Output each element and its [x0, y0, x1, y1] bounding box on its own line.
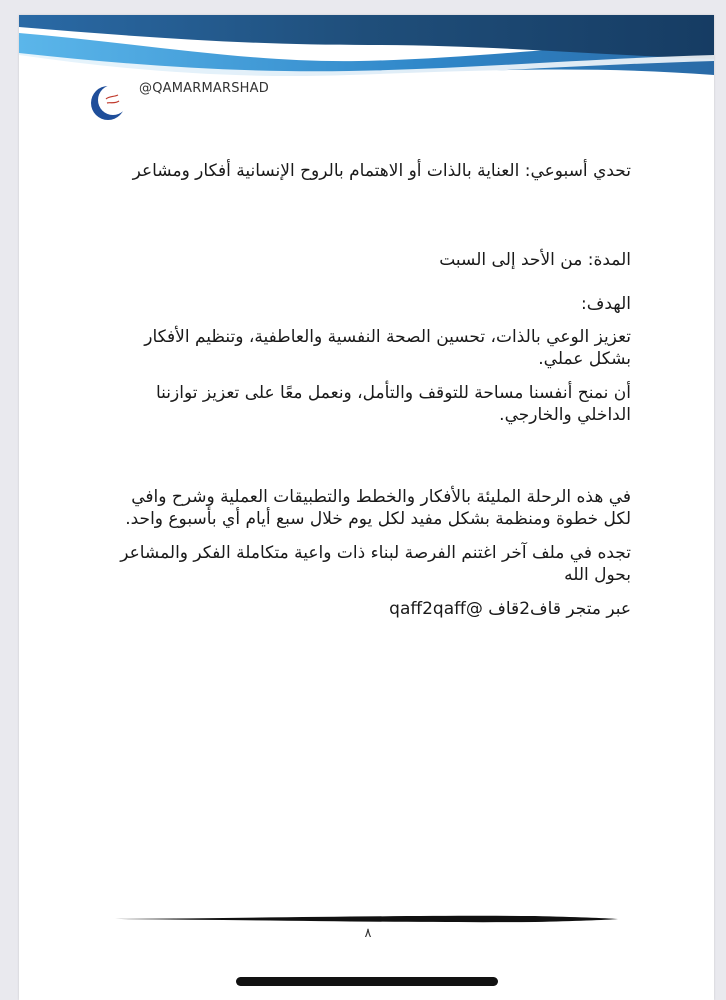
- journey-paragraph: في هذه الرحلة المليئة بالأفكار والخطط والتطبيقات العملية وشرح وافي لكل خطوة ومنظمة بشكل مفيد لكل يوم خلال سبع أيام أي بأسبوع واحد.: [125, 487, 631, 529]
- home-indicator[interactable]: [236, 977, 498, 986]
- crescent-moon-logo-icon: [88, 83, 128, 123]
- footer-divider: [115, 913, 618, 925]
- store-line: عبر متجر قاف2قاف @qaff2qaff: [389, 599, 631, 619]
- challenge-title: تحدي أسبوعي: العناية بالذات أو الاهتمام بالروح الإنسانية أفكار ومشاعر: [132, 161, 631, 181]
- document-body: [109, 160, 631, 620]
- goal-paragraph-1: تعزيز الوعي بالذات، تحسين الصحة النفسية والعاطفية، وتنظيم الأفكار بشكل عملي.: [144, 327, 631, 369]
- duration-line: المدة: من الأحد إلى السبت: [439, 250, 631, 270]
- goal-label: الهدف:: [580, 294, 631, 314]
- document-page: [19, 15, 714, 1000]
- author-handle: @QAMARMARSHAD: [139, 81, 269, 96]
- goal-paragraph-2: أن نمنح أنفسنا مساحة للتوقف والتأمل، ونعمل معًا على تعزيز توازننا الداخلي والخارجي.: [155, 383, 631, 425]
- page-number: ٨: [364, 926, 372, 941]
- find-paragraph: تجده في ملف آخر اغتنم الفرصة لبناء ذات واعية متكاملة الفكر والمشاعر بحول الله: [120, 543, 631, 585]
